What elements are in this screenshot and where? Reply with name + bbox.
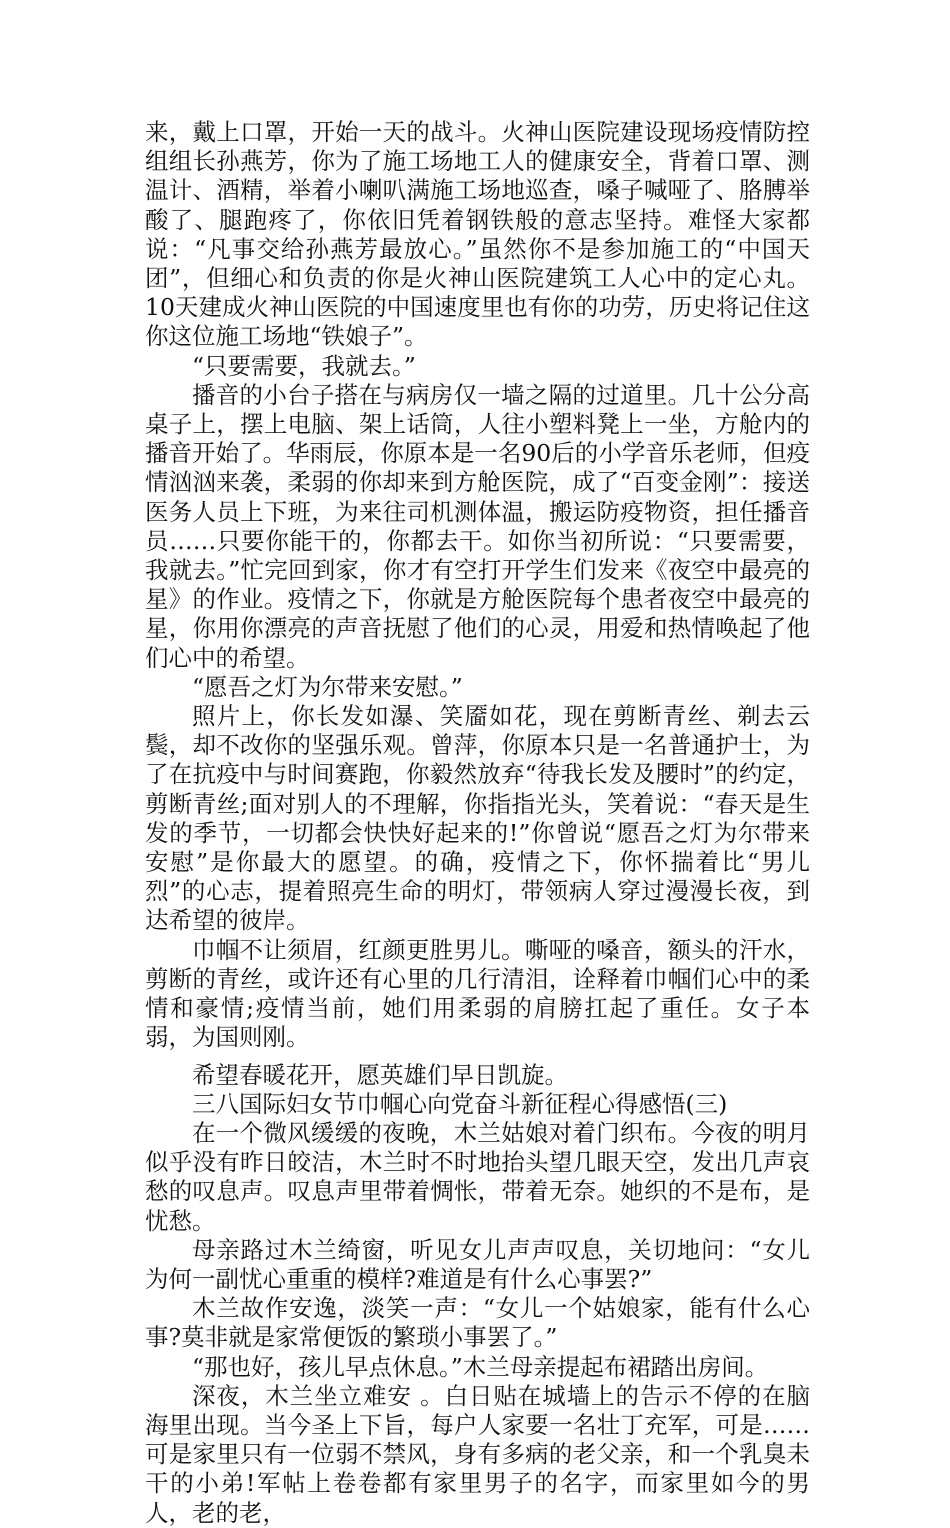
- paragraph-3: 照片上，你长发如瀑、笑靥如花，现在剪断青丝、剃去云鬓，却不改你的坚强乐观。曾萍，你原本只是一名普通护士，为了在抗疫中与时间赛跑，你毅然放弃“待我长发及腰时”的约定，剪断青丝;面对别人的不理解，你指指光头，笑着说：“春天是生发的季节，一切都会快快好起来的!”你曾说“愿吾之灯为尔带来安慰”是你最大的愿望。的确，疫情之下，你怀揣着比“男儿烈”的心志，提着照亮生命的明灯，带领病人穿过漫漫长夜，到达希望的彼岸。: [145, 702, 810, 935]
- paragraph-7: 母亲路过木兰绮窗，听见女儿声声叹息，关切地问：“女儿为何一副忧心重重的模样?难道是有什么心事罢?”: [145, 1235, 810, 1293]
- paragraph-5: 希望春暖花开，愿英雄们早日凯旋。: [192, 1060, 568, 1089]
- paragraph-2: 播音的小台子搭在与病房仅一墙之隔的过道里。几十公分高桌子上，摆上电脑、架上话筒，人往小塑料凳上一坐，方舱内的播音开始了。华雨辰，你原本是一名90后的小学音乐老师，但疫情汹汹来袭，柔弱的你却来到方舱医院，成了“百变金刚”：接送医务人员上下班，为来往司机测体温，搬运防疫物资，担任播音员……只要你能干的，你都去干。如你当初所说：“只要需要，我就去。”忙完回到家，你才有空打开学生们发来《夜空中最亮的星》的作业。疫情之下，你就是方舱医院每个患者夜空中最亮的星，你用你漂亮的声音抚慰了他们的心灵，用爱和热情唤起了他们心中的希望。: [145, 380, 810, 672]
- quote-heading-1: “只要需要，我就去。”: [192, 351, 416, 380]
- paragraph-6: 在一个微风缓缓的夜晚，木兰姑娘对着门织布。今夜的明月似乎没有昨日皎洁，木兰时不时地抬头望几眼天空，发出几声哀愁的叹息声。叹息声里带着惆怅，带着无奈。她织的不是布，是忧愁。: [145, 1118, 810, 1235]
- paragraph-4: 巾帼不让须眉，红颜更胜男儿。嘶哑的嗓音，额头的汗水，剪断的青丝，或许还有心里的几行清泪，诠释着巾帼们心中的柔情和豪情;疫情当前，她们用柔弱的肩膀扛起了重任。女子本弱，为国则刚。: [145, 935, 810, 1052]
- paragraph-1: 来，戴上口罩，开始一天的战斗。火神山医院建设现场疫情防控组组长孙燕芳，你为了施工场地工人的健康安全，背着口罩、测温计、酒精，举着小喇叭满施工场地巡查，嗓子喊哑了、胳膊举酸了、腿跑疼了，你依旧凭着钢铁般的意志坚持。难怪大家都说：“凡事交给孙燕芳最放心。”虽然你不是参加施工的“中国天团”，但细心和负责的你是火神山医院建筑工人心中的定心丸。10天建成火神山医院的中国速度里也有你的功劳，历史将记住这你这位施工场地“铁娘子”。: [145, 118, 810, 351]
- paragraph-9: “那也好，孩儿早点休息。”木兰母亲提起布裙踏出房间。: [192, 1352, 769, 1381]
- section-title: 三八国际妇女节巾帼心向党奋斗新征程心得感悟(三): [192, 1089, 728, 1118]
- document-page: [145, 118, 810, 1528]
- paragraph-10: 深夜，木兰坐立难安 。白日贴在城墙上的告示不停的在脑海里出现。当今圣上下旨，每户人家要一名壮丁充军，可是……可是家里只有一位弱不禁风，身有多病的老父亲，和一个乳臭未干的小弟!军帖上卷卷都有家里男子的名字，而家里如今的男人，老的老，: [145, 1381, 810, 1527]
- paragraph-8: 木兰故作安逸，淡笑一声：“女儿一个姑娘家，能有什么心事?莫非就是家常便饭的繁琐小事罢了。”: [145, 1294, 810, 1352]
- quote-heading-2: “愿吾之灯为尔带来安慰。”: [192, 672, 463, 701]
